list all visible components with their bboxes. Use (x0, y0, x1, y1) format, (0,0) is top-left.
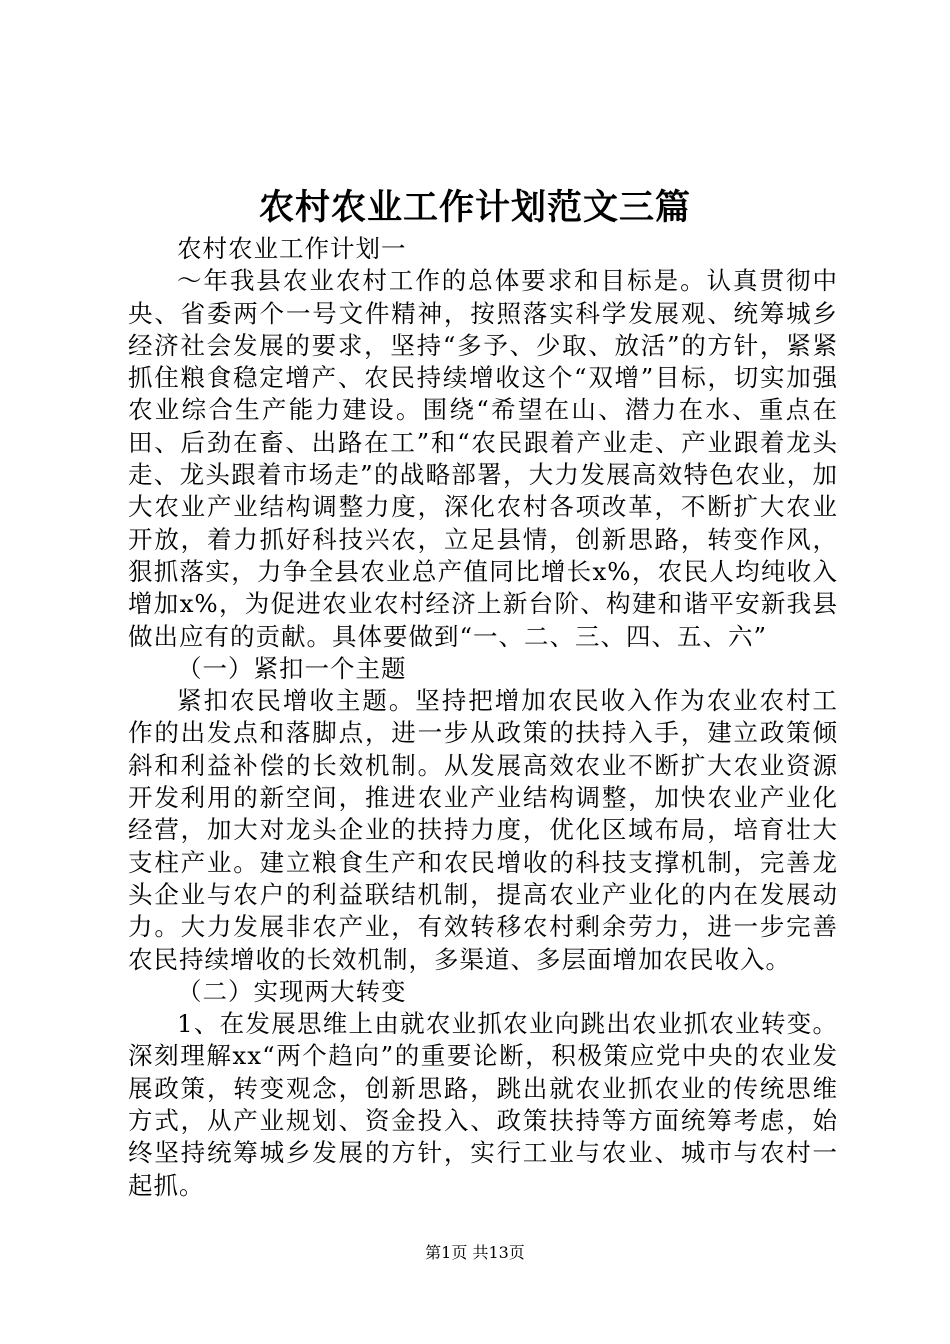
paragraph-thinking-shift: 1、在发展思维上由就农业抓农业向跳出农业抓农业转变。深刻理解xx“两个趋向”的重要论断，积极策应党中央的农业发展政策，转变观念，创新思路，跳出就农业抓农业的传统思维方式，从产业规划、资金投入、政策扶持等方面统筹考虑，始终坚持统筹城乡发展的方针，实行工业与农业、城市与农村一起抓。 (128, 1009, 838, 1200)
section-heading-one: （一）紧扣一个主题 (177, 653, 407, 683)
section-heading-two: （二）实现两大转变 (177, 976, 407, 1006)
plan-heading: 农村农业工作计划一 (177, 234, 407, 263)
paragraph-income-theme: 紧扣农民增收主题。坚持把增加农民收入作为农业农村工作的出发点和落脚点，进一步从政策的扶持入手，建立政策倾斜和利益补偿的长效机制。从发展高效农业不断扩大农业资源开发利用的新空间，推进农业产业结构调整，加快农业产业化经营，加大对龙头企业的扶持力度，优化区域布局，培育壮大支柱产业。建立粮食生产和农民增收的科技支撑机制，完善龙头企业与农户的利益联结机制，提高农业产业化的内在发展动力。大力发展非农产业，有效转移农村剩余劳力，进一步完善农民持续增收的长效机制，多渠道、多层面增加农民收入。 (128, 686, 838, 974)
document-title: 农村农业工作计划范文三篇 (258, 187, 691, 228)
document-body (128, 233, 838, 1202)
paragraph-overall-goals: ～年我县农业农村工作的总体要求和目标是。认真贯彻中央、省委两个一号文件精神，按照落实科学发展观、统筹城乡经济社会发展的要求，坚持“多予、少取、放活”的方针，紧紧抓住粮食稳定增产、农民持续增收这个“双增”目标，切实加强农业综合生产能力建设。围绕“希望在山、潜力在水、重点在田、后劲在畜、出路在工”和“农民跟着产业走、产业跟着龙头走、龙头跟着市场走”的战略部署，大力发展高效特色农业，加大农业产业结构调整力度，深化农村各项改革，不断扩大农业开放，着力抓好科技兴农，立足县情，创新思路，转变作风，狠抓落实，力争全县农业总产值同比增长x%，农民人均纯收入增加x%，为促进农业农村经济上新台阶、构建和谐平安新我县做出应有的贡献。具体要做到“一、二、三、四、五、六” (128, 266, 838, 651)
page-footer: 第1页 共13页 (425, 1243, 525, 1262)
